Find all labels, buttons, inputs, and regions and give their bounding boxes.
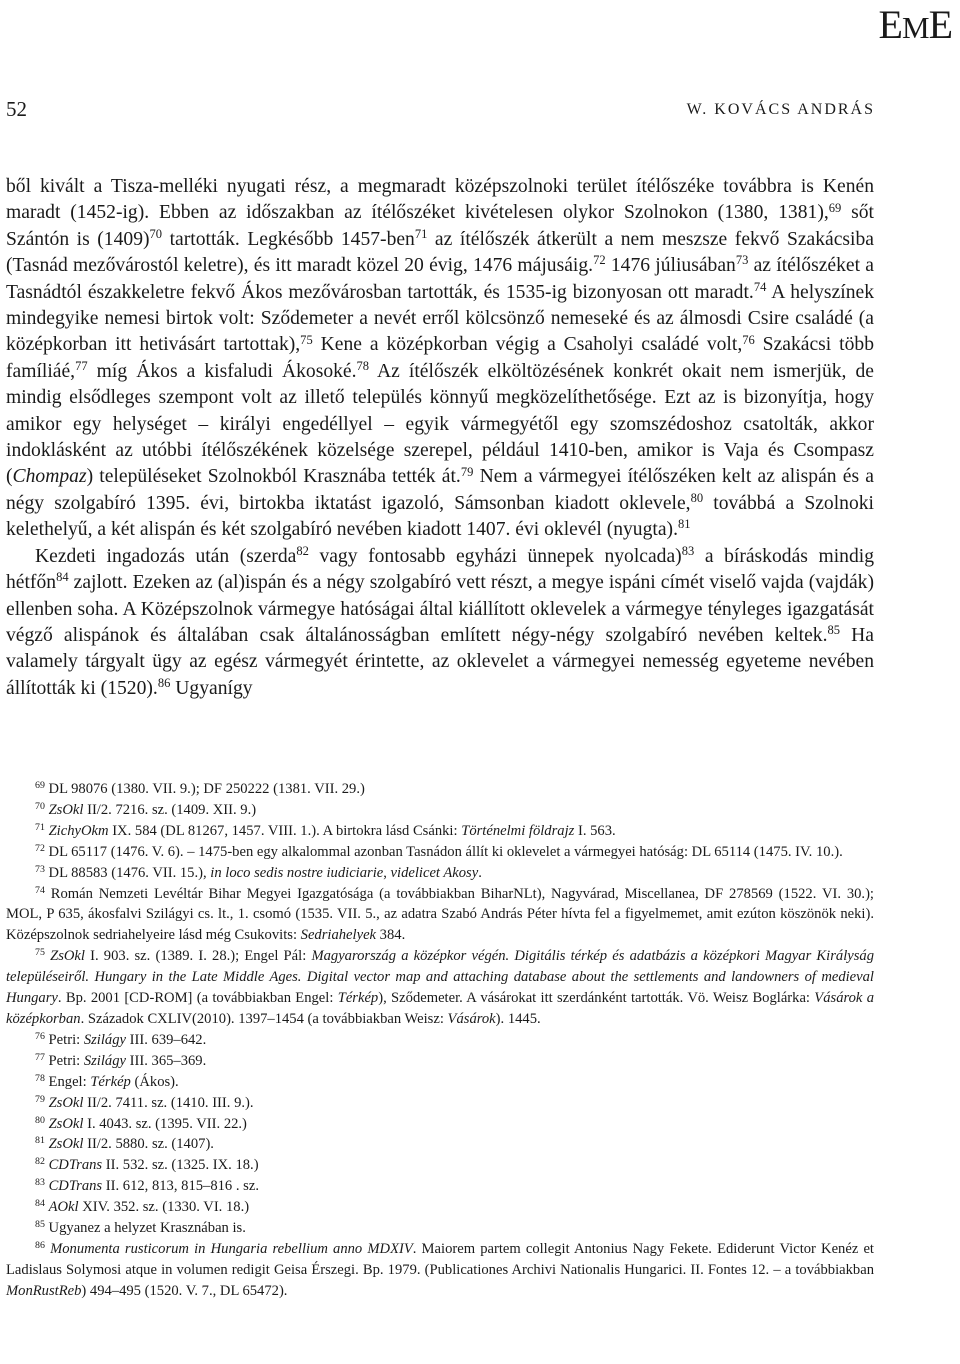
footnotes [6,779,874,1302]
footnote-80: $^{80}$ ZsOkl I. 4043. sz. (1395. VII. 22.) [35,1114,247,1132]
footnote-81: $^{81}$ ZsOkl II/2. 5880. sz. (1407). [35,1135,214,1153]
footnote-ref[interactable]: 77 [75,358,88,373]
footnote-ref[interactable]: 75 [300,332,313,347]
running-head: W. KOVÁCS ANDRÁS [686,101,875,118]
footnote-83: $^{83}$ CDTrans II. 612, 813, 815–816 . sz. [35,1177,259,1195]
footnote-ref[interactable]: 82 [296,543,309,558]
footnote-76: $^{76}$ Petri: Szilágy III. 639–642. [35,1030,207,1048]
footnote-74: $^{74}$ Román Nemzeti Levéltár Bihar Megyei Igazgatósága (a továbbiakban BiharNLt), Nagyvárad, Miscellanea, DF 278569 (1522. VI. 30.); MOL, P 635, ákosfalvi Szilágyi cs. lt., 1. csomó (1535. VII. 5., az adatra Szabó András Péter hívta fel a figyelmemet, amit ezúton köszönök neki). Középszolnok sedriahelyeire lásd még Csukovits: Sedriahelyek 384. [6,884,874,944]
footnote-ref[interactable]: 83 [681,543,695,558]
footnote-ref[interactable]: 86 [157,675,171,690]
footnote-ref[interactable]: 76 [742,332,755,347]
footnote-ref[interactable]: 73 [735,253,749,268]
footnote-ref[interactable]: 84 [56,570,69,585]
footnote-77: $^{77}$ Petri: Szilágy III. 365–369. [35,1051,207,1069]
footnote-ref[interactable]: 78 [356,358,370,373]
footnote-ref[interactable]: 80 [690,490,704,505]
footnote-86: $^{86}$ Monumenta rusticorum in Hungaria rebellium anno MDXIV. Maiorem partem collegit Antonius Nagy Fekete. Ediderunt Victor Kenéz et Ladislaus Solymosi atque in volumen redigit Geisa Érszegi. Bp. 1979. (Publicationes Archivi Nationalis Hungarici. II. Fontes 12. – a továbbiakban MonRustReb) 494–495 (1520. V. 7., DL 65472). [6,1239,874,1299]
footnote-ref[interactable]: 85 [827,623,840,638]
footnote-84: $^{84}$ AOkl XIV. 352. sz. (1330. VI. 18.) [35,1198,250,1216]
footnote-72: $^{72}$ DL 65117 (1476. V. 6). – 1475-ben egy alkalommal azonban Tasnádon állít ki oklevelet a vármegyei hatóság: DL 65114 (1475. IV. 10.). [35,842,843,860]
footnote-ref[interactable]: 74 [753,279,767,294]
footnote-71: $^{71}$ ZichyOkm IX. 584 (DL 81267, 1457. VIII. 1.). A birtokra lásd Csánki: Történelmi földrajz I. 563. [35,821,616,839]
main-text [6,174,874,702]
page-number: 52 [6,97,27,121]
footnote-ref[interactable]: 71 [414,226,428,241]
footnote-78: $^{78}$ Engel: Térkép (Ákos). [35,1072,179,1090]
footnote-82: $^{82}$ CDTrans II. 532. sz. (1325. IX. 18.) [35,1156,259,1174]
paragraph-2: Kezdeti ingadozás után (szerda$^{82}$ vagy fontosabb egyházi ünnepek nyolcada)$^{83}$ a bíráskodás mindig hétfőn$^{84}$ zajlott. Ezeken az (al)ispán és a négy szolgabíró vett részt, a megye ispáni címét viselő vajda (vajdák) ellenben soha. A Középszolnok vármegye hatóságai által kiállított oklevelek a vármegye tényleges igazgatását végző alispánok és általában csak általánosságban említett négy-négy szolgabíró nevében keltek.$^{85}$ Ha valamely tárgyalt ügy az egész vármegyét érintette, az oklevelet a vármegyei nemesség egyeteme nevében állították ki (1520).$^{86}$ Ugyanígy [6,543,875,699]
footnote-ref[interactable]: 81 [677,517,691,532]
footnote-70: $^{70}$ ZsOkl II/2. 7216. sz. (1409. XII. 9.) [35,800,257,818]
footnote-ref[interactable]: 72 [593,253,606,268]
journal-logo: EME [878,2,952,47]
footnote-ref[interactable]: 79 [460,464,474,479]
footnote-79: $^{79}$ ZsOkl II/2. 7411. sz. (1410. III. 9.). [35,1093,254,1111]
footnote-ref[interactable]: 69 [828,200,842,215]
footnote-69: $^{69}$ DL 98076 (1380. VII. 9.); DF 250222 (1381. VII. 29.) [35,780,365,797]
footnote-85: $^{85}$ Ugyanez a helyzet Krasznában is. [35,1219,246,1237]
footnote-ref[interactable]: 70 [149,226,163,241]
footnote-73: $^{73}$ DL 88583 (1476. VII. 15.), in loco sedis nostre iudiciarie, videlicet Akosy. [35,863,482,881]
paragraph-1: ből kivált a Tisza-melléki nyugati rész, a megmaradt középszolnoki terület ítélőszéke továbbra is Kenén maradt (1452-ig). Ebben az időszakban az ítélőszéket kivételesen olykor Szolnokon (1380, 1381),$^{69}$ sőt Szántón is $(1409)^{70}$ tartották. Legkésőbb 1457-ben$^{71}$ az ítélőszék átkerült a nem meszsze fekvő Szakácsiba (Tasnád mezővárostól keletre), és itt maradt közel 20 évig, 1476 májusáig.$^{72}$ 1476 júliusában$^{73}$ az ítélőszéket a Tasnádtól északkeletre fekvő Ákos mezővárosban tartották, és 1535-ig bizonyosan ott maradt.$^{74}$ A helyszínek mindegyike nemesi birtok volt: Sződemeter a nevét erről kölcsönző nemeseké és az álmosdi Csire családé (a középkorban itt hetivásárt tartottak),$^{75}$ Kene a középkorban végig a Csaholyi családé volt,$^{76}$ Szakácsi több famíliáé,$^{77}$ míg Ákos a kisfaludi Ákosoké.$^{78}$ Az ítélőszék elköltözésének konkrét okait nem ismerjük, de mindig elsődleges szempont volt az illető település könnyű megközelíthetősége. Ezt az is bizonyítja, hogy amikor egy helységet – királyi engedéllyel – egyik vármegyétől egy szomszédoshoz csatolták, akkor indoklásként az utóbbi ítélőszékének közelsége szerepel, például 1410-ben, amikor is Vaja és Csompasz (Chompaz) településeket Szolnokból Krasznába tették át.$^{79}$ Nem a vármegyei ítélőszéken kelt az alispán és a négy szolgabíró 1395. évi, birtokba iktatást igazoló, Sámsonban kiadott oklevele,$^{80}$ továbbá a Szolnoki kelethelyű, a két alispán és két szolgabíró nevében kiadott 1407. évi oklevél (nyugta).$^{81}$ [6,176,874,541]
footnote-75: $^{75}$ ZsOkl I. 903. sz. (1389. I. 28.); Engel Pál: Magyarország a középkor végén. Digitális térkép és adatbázis a középkori Magyar Királyság településeiről. Hungary in the Late Middle Ages. Digital vector map and attaching database about the settlements and landowners of medieval Hungary. Bp. 2001 [CD-ROM] (a továbbiakban Engel: Térkép), Sződemeter. A vásárokat itt szerdánként tartották. Vö. Weisz Boglárka: Vásárok a középkorban. Századok CXLIV(2010). 1397–1454 (a továbbiakban Weisz: Vásárok). 1445. [6,947,874,1027]
